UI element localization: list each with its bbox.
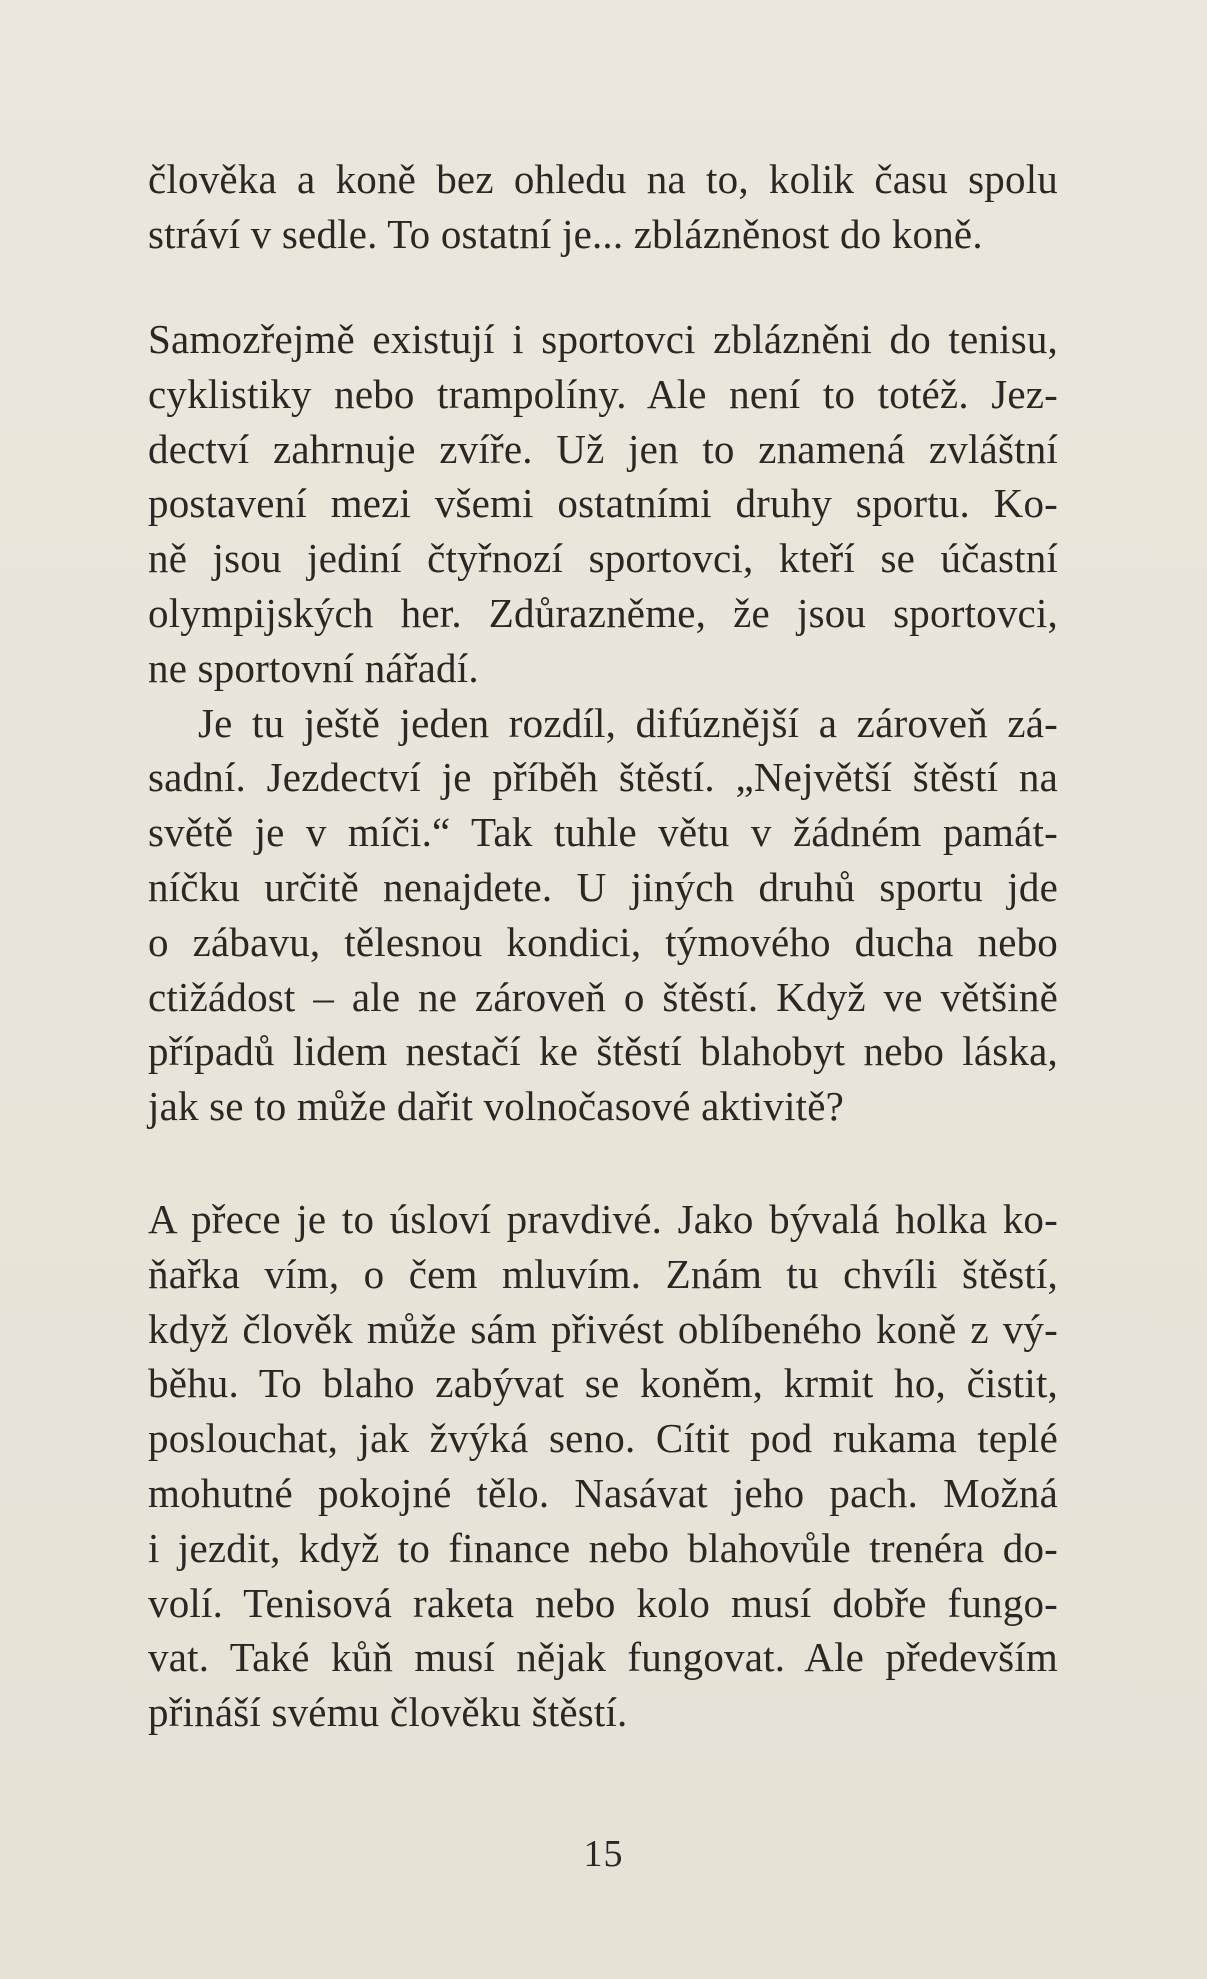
text-line: poslouchat, jak žvýká seno. Cítit pod rukama teplé xyxy=(148,1415,1058,1462)
text-line: stráví v sedle. To ostatní je... zblázněnost do koně. xyxy=(148,210,983,257)
text-line: postavení mezi všemi ostatními druhy sportu. Ko- xyxy=(148,480,1058,527)
text-line: člověka a koně bez ohledu na to, kolik času spolu xyxy=(148,156,1058,202)
text-line: případů lidem nestačí ke štěstí blahobyt nebo láska, xyxy=(148,1028,1058,1075)
text-line: Samozřejmě existují i sportovci zblázněni do tenisu, xyxy=(148,316,1058,362)
paragraph-4 xyxy=(148,1192,1058,1740)
paragraph-group xyxy=(148,312,1058,1134)
text-line: sadní. Jezdectví je příběh štěstí. „Největší štěstí na xyxy=(148,754,1058,801)
text-line: mohutné pokojné tělo. Nasávat jeho pach. Možná xyxy=(148,1469,1058,1516)
paragraph-1 xyxy=(148,152,1058,262)
text-line: když člověk může sám přivést oblíbeného koně z vý- xyxy=(148,1305,1058,1352)
text-line: vat. Také kůň musí nějak fungovat. Ale především xyxy=(148,1634,1058,1681)
text-line: Je tu ještě jeden rozdíl, difúznější a zároveň zá- xyxy=(198,699,1058,746)
text-line: ňařka vím, o čem mluvím. Znám tu chvíli štěstí, xyxy=(148,1250,1058,1297)
paragraph-2 xyxy=(148,312,1058,696)
text-line: i jezdit, když to finance nebo blahovůle trenéra do- xyxy=(148,1524,1058,1571)
text-line: ctižádost – ale ne zároveň o štěstí. Když ve většině xyxy=(148,973,1058,1020)
text-line: běhu. To blaho zabývat se koněm, krmit ho, čistit, xyxy=(148,1360,1058,1407)
text-line: volí. Tenisová raketa nebo kolo musí dobře fungo- xyxy=(148,1579,1058,1626)
text-line: světě je v míči.“ Tak tuhle větu v žádném památ- xyxy=(148,809,1058,856)
text-line: cyklistiky nebo trampolíny. Ale není to totéž. Jez- xyxy=(148,370,1058,417)
text-line: ně jsou jediní čtyřnozí sportovci, kteří se účastní xyxy=(148,535,1058,582)
text-line: A přece je to úsloví pravdivé. Jako bývalá holka ko- xyxy=(148,1196,1058,1242)
text-line: níčku určitě nenajdete. U jiných druhů sportu jde xyxy=(148,863,1058,910)
text-line: přináší svému člověku štěstí. xyxy=(148,1689,628,1736)
paragraph-3 xyxy=(148,696,1058,1134)
text-line: o zábavu, tělesnou kondici, týmového ducha nebo xyxy=(148,918,1058,965)
text-line: ne sportovní nářadí. xyxy=(148,644,479,691)
text-line: olympijských her. Zdůrazněme, že jsou sportovci, xyxy=(148,589,1058,636)
text-line: jak se to může dařit volnočasové aktivitě? xyxy=(148,1083,845,1130)
text-line: dectví zahrnuje zvíře. Už jen to znamená zvláštní xyxy=(148,425,1058,472)
page-number: 15 xyxy=(583,1833,624,1875)
